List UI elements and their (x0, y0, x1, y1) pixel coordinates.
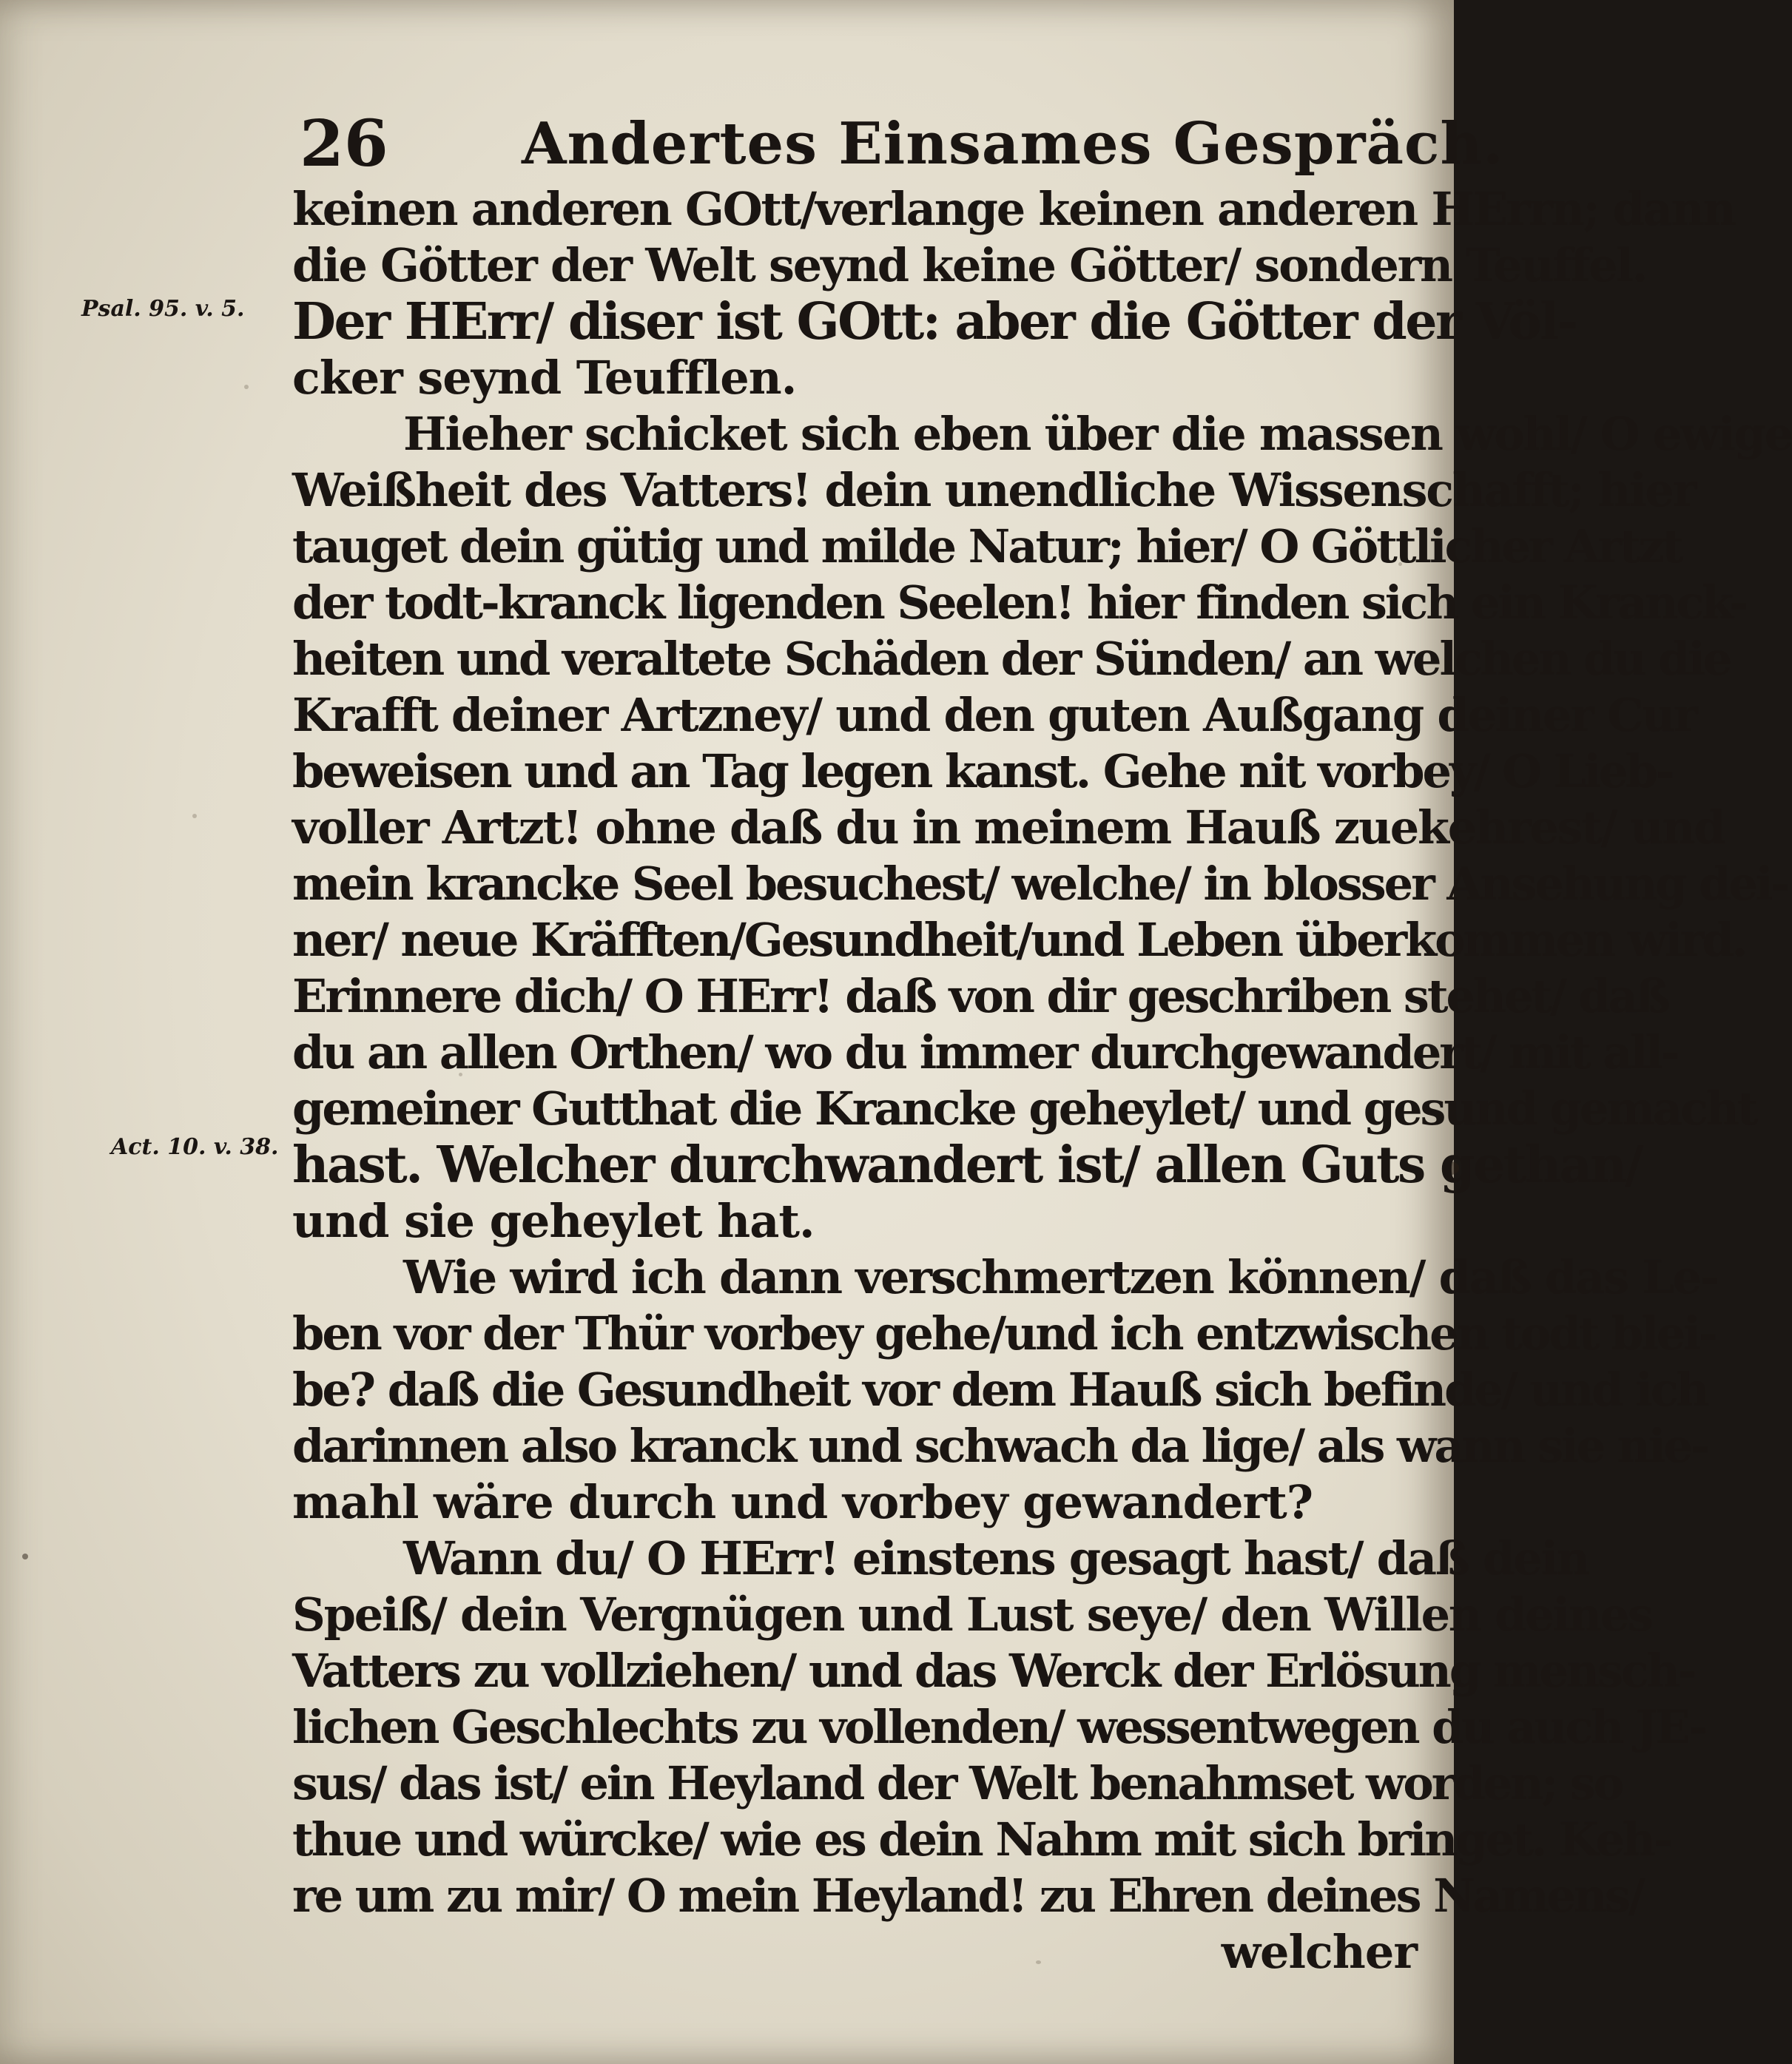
text-line: Hieher schicket sich eben über die massen wohl/ O ewige (403, 407, 1792, 461)
text-line: gemeiner Gutthat die Krancke geheylet/ und gesund gemacht (292, 1082, 1756, 1136)
text-line: Der HErr/ diser ist GOtt: aber die Götter der Völ- (292, 292, 1577, 351)
text-line: voller Artzt! ohne daß du in meinem Hauß zuekehrest/ und (292, 800, 1725, 854)
text-line: Krafft deiner Artzney/ und den guten Außgang deiner Cur (292, 688, 1697, 742)
text-line: lichen Geschlechts zu vollenden/ wessentwegen du auch JE- (292, 1700, 1706, 1754)
text-line: darinnen also kranck und schwach da lige/ als wann sie nie- (292, 1419, 1708, 1473)
text-line: hast. Welcher durchwandert ist/ allen Guts gethan/ (292, 1136, 1642, 1195)
text-line: die Götter der Welt seynd keine Götter/ sondern Teuffel. (292, 238, 1647, 292)
text-line: Speiß/ dein Vergnügen und Lust seye/ den Willen deines (292, 1588, 1652, 1642)
text-line: mahl wäre durch und vorbey gewandert? (292, 1475, 1313, 1529)
text-line: re um zu mir/ O mein Heyland! zu Ehren deines Namens/ (292, 1869, 1643, 1923)
text-line: Weißheit des Vatters! dein unendliche Wissenschafft; hier (292, 463, 1696, 517)
text-line: be? daß die Gesundheit vor dem Hauß sich befinde/ und ich (292, 1363, 1708, 1417)
text-line: und sie geheylet hat. (292, 1194, 815, 1248)
text-line: mein krancke Seel besuchest/ welche/ in blosser Ansehung dei- (292, 857, 1788, 911)
text-line: keinen anderen GOtt/verlange keinen anderen HErrn; dann (292, 182, 1735, 236)
text-line: sus/ das ist/ ein Heyland der Welt benahmset worden; so (292, 1756, 1623, 1810)
body-text (292, 181, 1792, 1980)
text-line: du an allen Orthen/ wo du immer durchgewandert/ mit all- (292, 1025, 1678, 1079)
margin-note-acts: Act. 10. v. 38. (111, 1134, 279, 1160)
text-line: Vatters zu vollziehen/ und das Werck der Erlösung mensch- (292, 1644, 1695, 1698)
paper-speck (22, 1554, 28, 1559)
text-line: Wie wird ich dann verschmertzen können/ daß das Le- (403, 1250, 1718, 1304)
text-line: thue und würcke/ wie es dein Nahm mit sich bringet. Keh- (292, 1812, 1671, 1866)
running-title: Andertes Einsames Gespräch. (522, 110, 1504, 178)
text-line: Erinnere dich/ O HErr! daß von dir geschriben stehet/ daß (292, 969, 1668, 1023)
margin-note-psalm: Psal. 95. v. 5. (81, 296, 245, 322)
text-line: der todt-kranck ligenden Seelen! hier finden sich ein Kranck- (292, 576, 1747, 630)
text-line: tauget dein gütig und milde Natur; hier/ O Göttlicher Artzt (292, 519, 1682, 573)
page-header (300, 104, 1504, 185)
catchword: welcher (1221, 1925, 1417, 1979)
paper-speck (244, 385, 249, 389)
text-line: Wann du/ O HErr! einstens gesagt hast/ daß dein (403, 1531, 1589, 1585)
page-number: 26 (300, 107, 388, 181)
text-line: cker seynd Teufflen. (292, 351, 797, 405)
paper-speck (192, 814, 197, 818)
text-line: beweisen und an Tag legen kanst. Gehe nit vorbey/ O Lieb- (292, 744, 1673, 798)
text-line: ben vor der Thür vorbey gehe/und ich entzwischen todt blei- (292, 1306, 1716, 1360)
text-line: heiten und veraltete Schäden der Sünden/ an welchen du die (292, 632, 1731, 686)
text-line: ner/ neue Kräfften/Gesundheit/und Leben überkommen wird. (292, 913, 1746, 967)
